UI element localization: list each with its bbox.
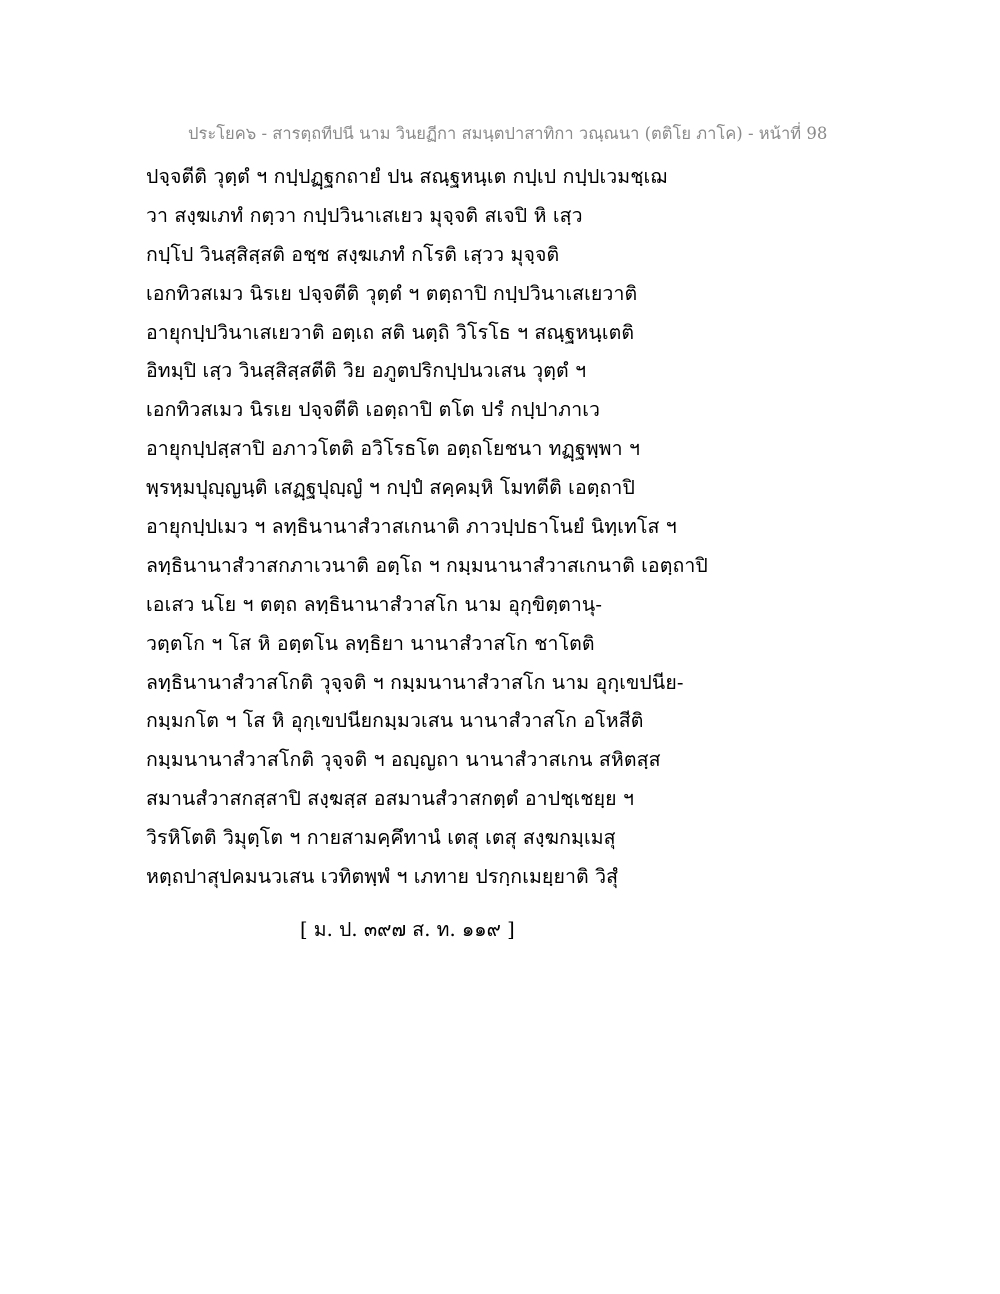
text-line: เอกทิวสเมว นิรเย ปจฺจตีติ เอตฺถาปิ ตโต ปรํ กปฺปาภาเว	[146, 398, 601, 422]
source-reference: [ ม. ป. ๓๙๗ ส. ท. ๑๑๙ ]	[300, 918, 515, 941]
text-line: เอเสว นโย ฯ ตตฺถ ลทฺธินานาสํวาสโก นาม อุกฺขิตฺตานุ-	[146, 592, 603, 616]
text-line: สมานสํวาสกสฺสาปิ สงฺฆสฺส อสมานสํวาสกตฺตํ อาปชฺเชยฺย ฯ	[146, 787, 635, 811]
text-line: หตฺถปาสุปคมนวเสน เวทิตพฺพํ ฯ เภทาย ปรกฺกเมยฺยาติ วิสุํ	[146, 865, 619, 889]
text-line: กมฺมกโต ฯ โส หิ อุกฺเขปนียกมฺมวเสน นานาสํวาสโก อโหสีติ	[146, 709, 644, 733]
text-line: ปจฺจตีติ วุตฺตํ ฯ กปฺปฏฺฐกถายํ ปน สณฺฐหนฺเต กปฺเป กปฺปเวมชฺเฌ	[146, 165, 668, 188]
text-line: อายุกปฺปวินาเสเยวาติ อตฺเถ สติ นตฺถิ วิโรโธ ฯ สณฺฐหนฺเตติ	[146, 320, 635, 344]
text-line: ลทฺธินานาสํวาสโกติ วุจฺจติ ฯ กมฺมนานาสํวาสโก นาม อุกฺเขปนีย-	[146, 670, 684, 694]
text-line: วา สงฺฆเภทํ กตฺวา กปฺปวินาเสเยว มุจฺจติ สเจปิ หิ เสฺว	[146, 203, 583, 227]
text-line: ลทฺธินานาสํวาสกภาเวนาติ อตฺโถ ฯ กมฺมนานาสํวาสเกนาติ เอตฺถาปิ	[146, 553, 708, 577]
text-line: กปฺโป วินสฺสิสฺสติ อชฺช สงฺฆเภทํ กโรติ เสฺวว มุจฺจติ	[146, 242, 560, 266]
text-line: อายุกปฺปเมว ฯ ลทฺธินานาสํวาสเกนาติ ภาวปฺปธาโนยํ นิทฺเทโส ฯ	[146, 515, 677, 539]
text-line: พฺรหฺมปุญฺญนฺติ เสฏฺฐปุญฺญํ ฯ กปฺปํ สคฺคมฺหิ โมทตีติ เอตฺถาปิ	[146, 476, 635, 500]
text-line: วตฺตโก ฯ โส หิ อตฺตโน ลทฺธิยา นานาสํวาสโก ชาโตติ	[146, 631, 595, 655]
body-text	[146, 158, 706, 897]
text-line: กมฺมนานาสํวาสโกติ วุจฺจติ ฯ อญฺญถา นานาสํวาสเกน สหิตสฺส	[146, 748, 661, 772]
text-line: อิทมฺปิ เสฺว วินสฺสิสฺสตีติ วิย อภูตปริกปฺปนวเสน วุตฺตํ ฯ	[146, 359, 587, 383]
text-line: เอกทิวสเมว นิรเย ปจฺจตีติ วุตฺตํ ฯ ตตฺถาปิ กปฺปวินาเสเยวาติ	[146, 281, 638, 305]
text-line: อายุกปฺปสฺสาปิ อภาวโตติ อวิโรธโต อตฺถโยชนา ทฏฺฐพฺพา ฯ	[146, 437, 640, 461]
text-line: วิรหิโตติ วิมุตฺโต ฯ กายสามคฺคึทานํ เตสุ เตสุ สงฺฆกมฺเมสุ	[146, 826, 616, 850]
running-header: ประโยค๖ - สารตฺถทีปนี นาม วินยฏีกา สมนฺตปาสาทิกา วณฺณนา (ตติโย ภาโค) - หน้าที่ 98	[188, 124, 828, 143]
